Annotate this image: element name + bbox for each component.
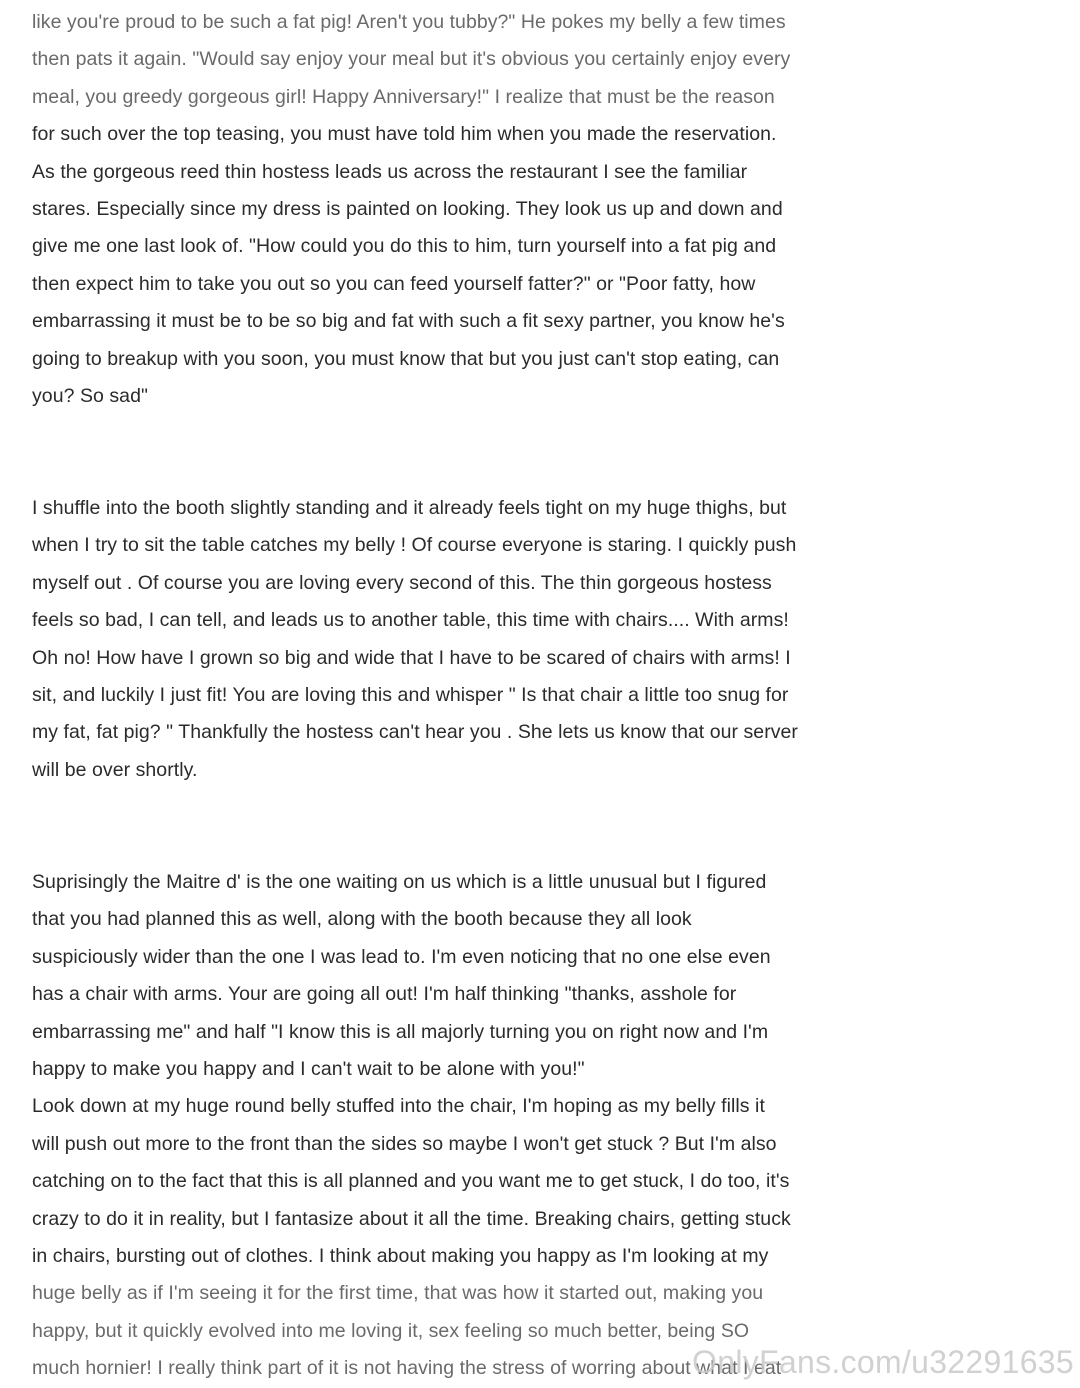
paragraph-3 bbox=[32, 864, 862, 1387]
paragraph-line: going to breakup with you soon, you must know that but you just can't stop eating, can bbox=[32, 347, 780, 370]
watermark: OnlyFans.com/u32291635 bbox=[692, 1344, 1074, 1380]
paragraph-line: much hornier! I really think part of it is not having the stress of worring about what I eat bbox=[32, 1357, 782, 1380]
paragraph-line: catching on to the fact that this is all planned and you want me to get stuck, I do too, it's bbox=[32, 1170, 790, 1193]
paragraph-line: meal, you greedy gorgeous girl! Happy Anniversary!" I realize that must be the reason bbox=[32, 85, 775, 108]
paragraph-line: embarrassing it must be to be so big and fat with such a fit sexy partner, you know he's bbox=[32, 310, 785, 333]
paragraph-line: has a chair with arms. Your are going all out! I'm half thinking "thanks, asshole for bbox=[32, 983, 737, 1006]
paragraph-line: suspiciously wider than the one I was lead to. I'm even noticing that no one else even bbox=[32, 945, 771, 968]
paragraph-line: in chairs, bursting out of clothes. I think about making you happy as I'm looking at my bbox=[32, 1244, 769, 1267]
paragraph-line: stares. Especially since my dress is painted on looking. They look us up and down and bbox=[32, 197, 783, 220]
paragraph-line: like you're proud to be such a fat pig! Aren't you tubby?" He pokes my belly a few times bbox=[32, 11, 786, 33]
paragraph-line: As the gorgeous reed thin hostess leads us across the restaurant I see the familiar bbox=[32, 160, 748, 183]
paragraph-line: sit, and luckily I just fit! You are loving this and whisper " Is that chair a little too snug for bbox=[32, 683, 789, 706]
paragraph-line: I shuffle into the booth slightly standing and it already feels tight on my huge thighs, but bbox=[32, 497, 787, 519]
paragraph-line: myself out . Of course you are loving every second of this. The thin gorgeous hostess bbox=[32, 571, 772, 594]
paragraph-1 bbox=[32, 4, 862, 415]
paragraph-line: huge belly as if I'm seeing it for the first time, that was how it started out, making you bbox=[32, 1282, 764, 1305]
paragraph-line: you? So sad" bbox=[32, 384, 148, 407]
paragraph-line: my fat, fat pig? " Thankfully the hostess can't hear you . She lets us know that our server bbox=[32, 721, 798, 744]
paragraph-line: crazy to do it in reality, but I fantasize about it all the time. Breaking chairs, getting stuck bbox=[32, 1207, 791, 1230]
paragraph-line: then pats it again. "Would say enjoy your meal but it's obvious you certainly enjoy every bbox=[32, 48, 791, 71]
paragraph-line: for such over the top teasing, you must have told him when you made the reservation. bbox=[32, 123, 777, 146]
paragraph-line: will push out more to the front than the sides so maybe I won't get stuck ? But I'm also bbox=[32, 1132, 777, 1155]
paragraph-line: happy, but it quickly evolved into me loving it, sex feeling so much better, being SO bbox=[32, 1319, 750, 1342]
paragraph-line: embarrassing me" and half "I know this is all majorly turning you on right now and I'm bbox=[32, 1020, 769, 1043]
paragraph-line: feels so bad, I can tell, and leads us to another table, this time with chairs.... With arms! bbox=[32, 609, 789, 632]
paragraph-2 bbox=[32, 490, 862, 789]
paragraph-line: Look down at my huge round belly stuffed into the chair, I'm hoping as my belly fills it bbox=[32, 1095, 765, 1118]
paragraph-line: Suprisingly the Maitre d' is the one waiting on us which is a little unusual but I figured bbox=[32, 871, 767, 893]
paragraph-line: when I try to sit the table catches my belly ! Of course everyone is staring. I quickly push bbox=[32, 534, 797, 557]
paragraph-line: then expect him to take you out so you can feed yourself fatter?" or "Poor fatty, how bbox=[32, 272, 756, 295]
paragraph-line: give me one last look of. "How could you do this to him, turn yourself into a fat pig and bbox=[32, 235, 777, 258]
paragraph-line: that you had planned this as well, along with the booth because they all look bbox=[32, 908, 692, 931]
paragraph-line: will be over shortly. bbox=[32, 758, 198, 781]
paragraph-line: happy to make you happy and I can't wait to be alone with you!" bbox=[32, 1057, 585, 1080]
paragraph-line: Oh no! How have I grown so big and wide that I have to be scared of chairs with arms! I bbox=[32, 646, 791, 669]
